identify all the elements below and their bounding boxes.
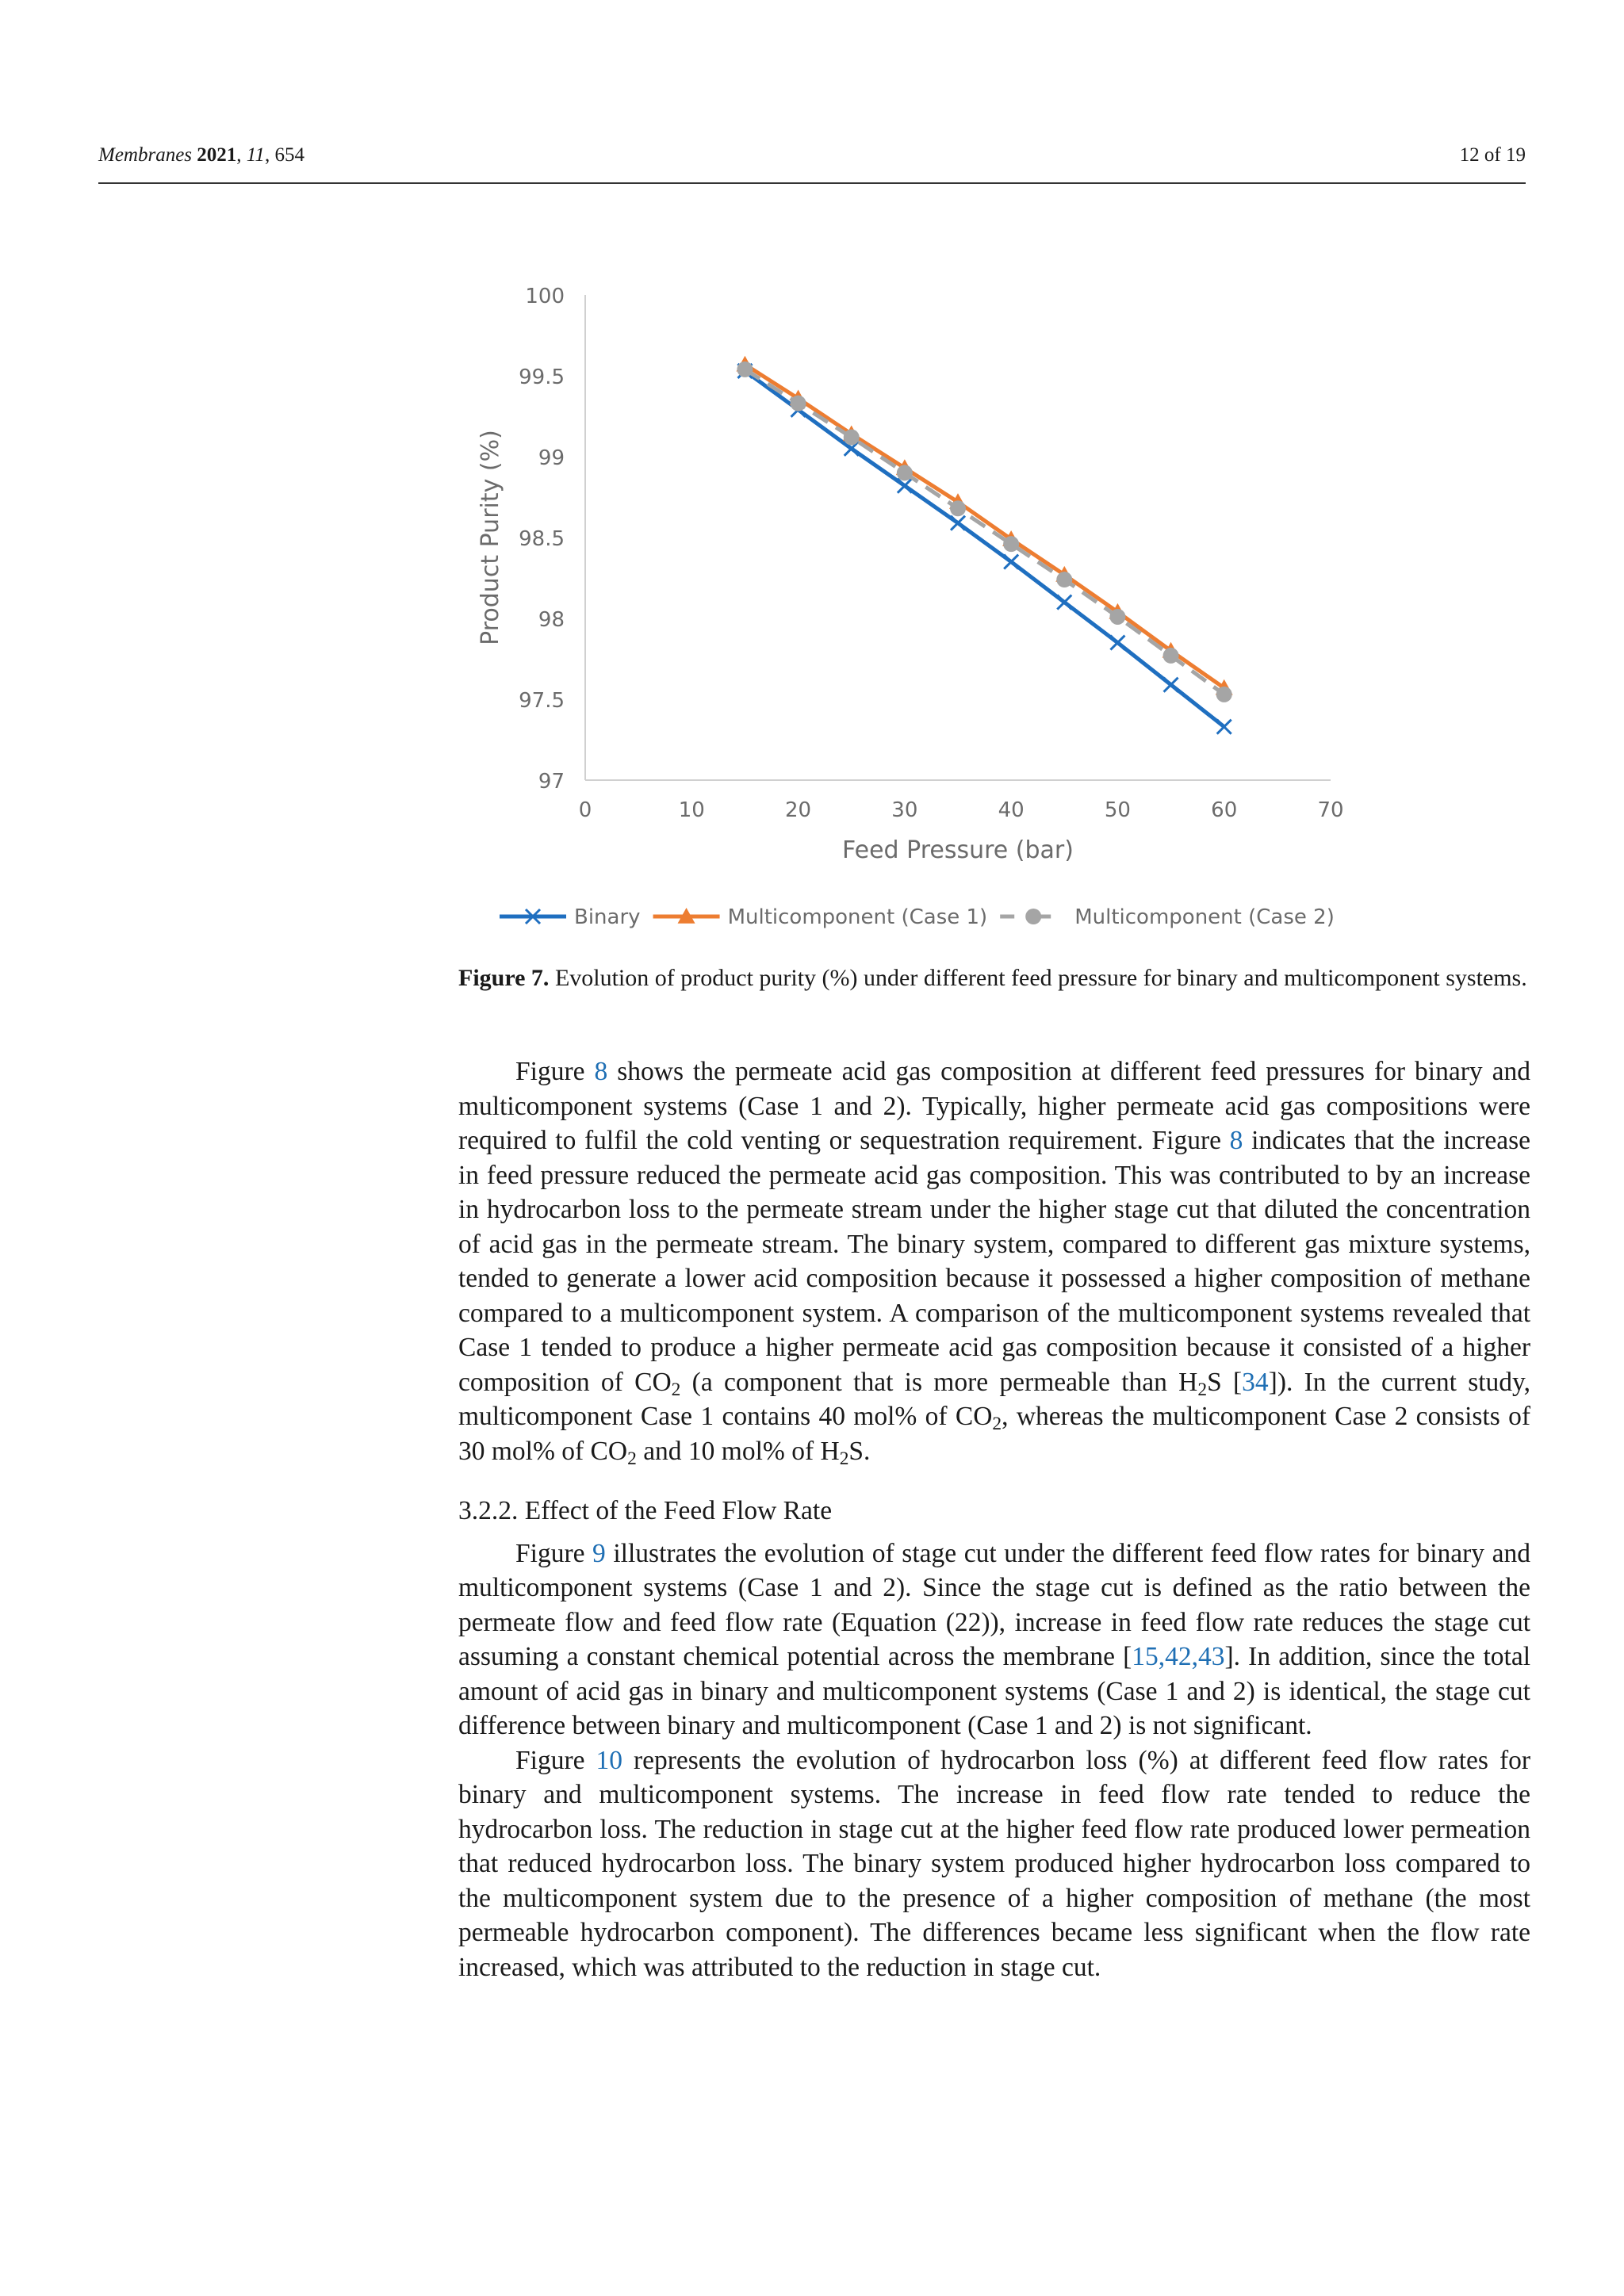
series-line <box>745 371 1224 727</box>
citation-separator: , <box>1158 1642 1166 1671</box>
x-tick-label: 60 <box>1211 798 1238 822</box>
data-point <box>1217 720 1231 734</box>
text-run: indicates that the increase in feed pressure reduced the permeate acid gas composition. This was contributed to by an increase in hydrocarbon loss to the permeate stream under the higher stage cut that diluted the concentration of acid gas in the permeate stream. The binary system, compared to different gas mixture systems, tended to generate a lower acid composition because it possessed a higher composition of methane compared to a multicomponent system. A comparison of the multicomponent systems revealed that Case 1 tended to produce a higher permeate acid gas composition because it consisted of a higher composition of CO <box>458 1126 1531 1397</box>
y-tick-label: 99 <box>538 446 565 470</box>
text-run: Figure <box>515 1057 595 1086</box>
y-tick-label: 98.5 <box>519 527 565 551</box>
journal-volume: 11 <box>246 144 265 166</box>
chart-legend <box>500 905 1335 929</box>
legend-item-3 <box>1000 905 1335 929</box>
figure-8-link[interactable]: 8 <box>594 1057 608 1086</box>
data-point <box>1004 555 1018 569</box>
journal-year: 2021 <box>197 144 237 166</box>
y-tick-label: 97 <box>538 770 565 794</box>
line-chart <box>444 262 1364 959</box>
text-run: S. <box>848 1436 871 1466</box>
page-header <box>98 141 1526 184</box>
text-run: (a component that is more permeable than H <box>680 1367 1198 1397</box>
paragraph-2 <box>458 1536 1530 1743</box>
data-point <box>951 516 965 530</box>
text-run: Figure <box>515 1745 596 1775</box>
subscript: 2 <box>627 1448 637 1469</box>
data-point <box>791 396 806 411</box>
x-tick-label: 50 <box>1104 798 1131 822</box>
text-run: ]. In addition, since the total amount of acid gas in binary and multicomponent systems (Case 1 and 2) is identical, the stage cut difference between binary and multicomponent (Case 1 and 2) is not significant. <box>458 1642 1531 1740</box>
caption-label: Figure 7. <box>458 965 550 991</box>
citation-43-link[interactable]: 43 <box>1198 1642 1225 1671</box>
citation-separator: , <box>1191 1642 1199 1671</box>
figure-8-link[interactable]: 8 <box>1229 1126 1243 1155</box>
paragraph-1 <box>458 1054 1530 1468</box>
series-1 <box>737 364 1231 734</box>
journal-name: Membranes <box>98 144 193 166</box>
y-tick-label: 100 <box>525 285 565 308</box>
subscript: 2 <box>992 1413 1002 1434</box>
article-number: 654 <box>274 144 304 166</box>
subscript: 2 <box>671 1379 681 1400</box>
data-point <box>737 362 753 377</box>
figure-9-link[interactable]: 9 <box>592 1538 606 1568</box>
figure-7-chart <box>444 262 1364 959</box>
body-text <box>458 1054 1530 1984</box>
legend-label: Binary <box>574 905 641 929</box>
data-point <box>898 479 912 493</box>
text-run: Figure <box>515 1538 593 1568</box>
data-point <box>1163 648 1179 664</box>
citation-34-link[interactable]: 34 <box>1242 1367 1269 1397</box>
x-tick-label: 40 <box>998 798 1025 822</box>
subscript: 2 <box>1197 1379 1208 1400</box>
data-point <box>1216 687 1232 702</box>
y-tick-label: 97.5 <box>519 689 565 713</box>
data-point <box>1110 636 1124 650</box>
x-tick-label: 30 <box>891 798 918 822</box>
x-tick-label: 10 <box>678 798 705 822</box>
data-point <box>1057 595 1071 610</box>
section-heading: 3.2.2. Effect of the Feed Flow Rate <box>458 1496 833 1525</box>
text-run: , whereas the multicomponent Case 2 consists of 30 mol% of CO <box>458 1402 1530 1466</box>
text-run: illustrates the evolution of stage cut under the different feed flow rates for binary and multicomponent systems (Case 1 and 2). Since the stage cut is defined as the ratio between the permeate flow and feed flow rate (Equation (22)), increase in feed flow rate reduces the stage cut assuming a constant chemical potential across the membrane [ <box>458 1538 1530 1671</box>
legend-label: Multicomponent (Case 1) <box>727 905 988 929</box>
journal-citation: Membranes 2021, 11, 654 <box>98 144 304 166</box>
chart-series <box>736 356 1232 734</box>
caption-text: Evolution of product purity (%) under different feed pressure for binary and multicomponent systems. <box>554 965 1527 991</box>
legend-marker <box>1025 909 1041 924</box>
figure-caption <box>458 961 1530 996</box>
y-tick-label: 99.5 <box>519 365 565 389</box>
figure-10-link[interactable]: 10 <box>596 1745 622 1775</box>
citation-42-link[interactable]: 42 <box>1165 1642 1192 1671</box>
x-tick-label: 20 <box>785 798 812 822</box>
page-number: 12 of 19 <box>1459 144 1526 166</box>
data-point <box>1056 572 1072 587</box>
data-point <box>1109 609 1125 625</box>
subscript: 2 <box>839 1448 849 1469</box>
text-run: and 10 mol% of H <box>636 1436 840 1466</box>
data-point <box>1164 678 1178 692</box>
data-point <box>950 500 966 516</box>
x-tick-label: 0 <box>578 798 592 822</box>
chart-ticks <box>519 285 1343 822</box>
series-3 <box>737 362 1231 702</box>
y-axis-label: Product Purity (%) <box>477 430 504 645</box>
legend-item-2 <box>653 905 988 929</box>
data-point <box>1003 536 1019 552</box>
legend-label: Multicomponent (Case 2) <box>1074 905 1335 929</box>
legend-item-1 <box>500 905 641 929</box>
citation-15-link[interactable]: 15 <box>1132 1642 1159 1671</box>
chart-axes <box>585 295 1331 780</box>
data-point <box>897 465 913 480</box>
data-point <box>844 430 860 446</box>
text-run: ]). In the current study, multicomponent Case 1 contains 40 mol% of CO <box>458 1367 1531 1431</box>
text-run: S [ <box>1207 1367 1243 1397</box>
paragraph-3 <box>458 1743 1530 1985</box>
x-axis-label: Feed Pressure (bar) <box>842 836 1074 864</box>
y-tick-label: 98 <box>538 608 565 632</box>
text-run: represents the evolution of hydrocarbon loss (%) at different feed flow rates for binary and multicomponent systems. The increase in feed flow rate tended to reduce the hydrocarbon loss. The reduction in stage cut at the higher feed flow rate produced lower permeation that reduced hydrocarbon loss. The binary system produced higher hydrocarbon loss compared to the multicomponent system due to the presence of a higher composition of methane (the most permeable hydrocarbon component). The differences became less significant when the flow rate increased, which was attributed to the reduction in stage cut. <box>458 1745 1530 1982</box>
text-run: shows the permeate acid gas composition at different feed pressures for binary and multicomponent systems (Case 1 and 2). Typically, higher permeate acid gas compositions were required to fulfil the cold venting or sequestration requirement. Figure <box>458 1057 1530 1155</box>
series-line <box>745 369 1224 695</box>
x-tick-label: 70 <box>1317 798 1344 822</box>
